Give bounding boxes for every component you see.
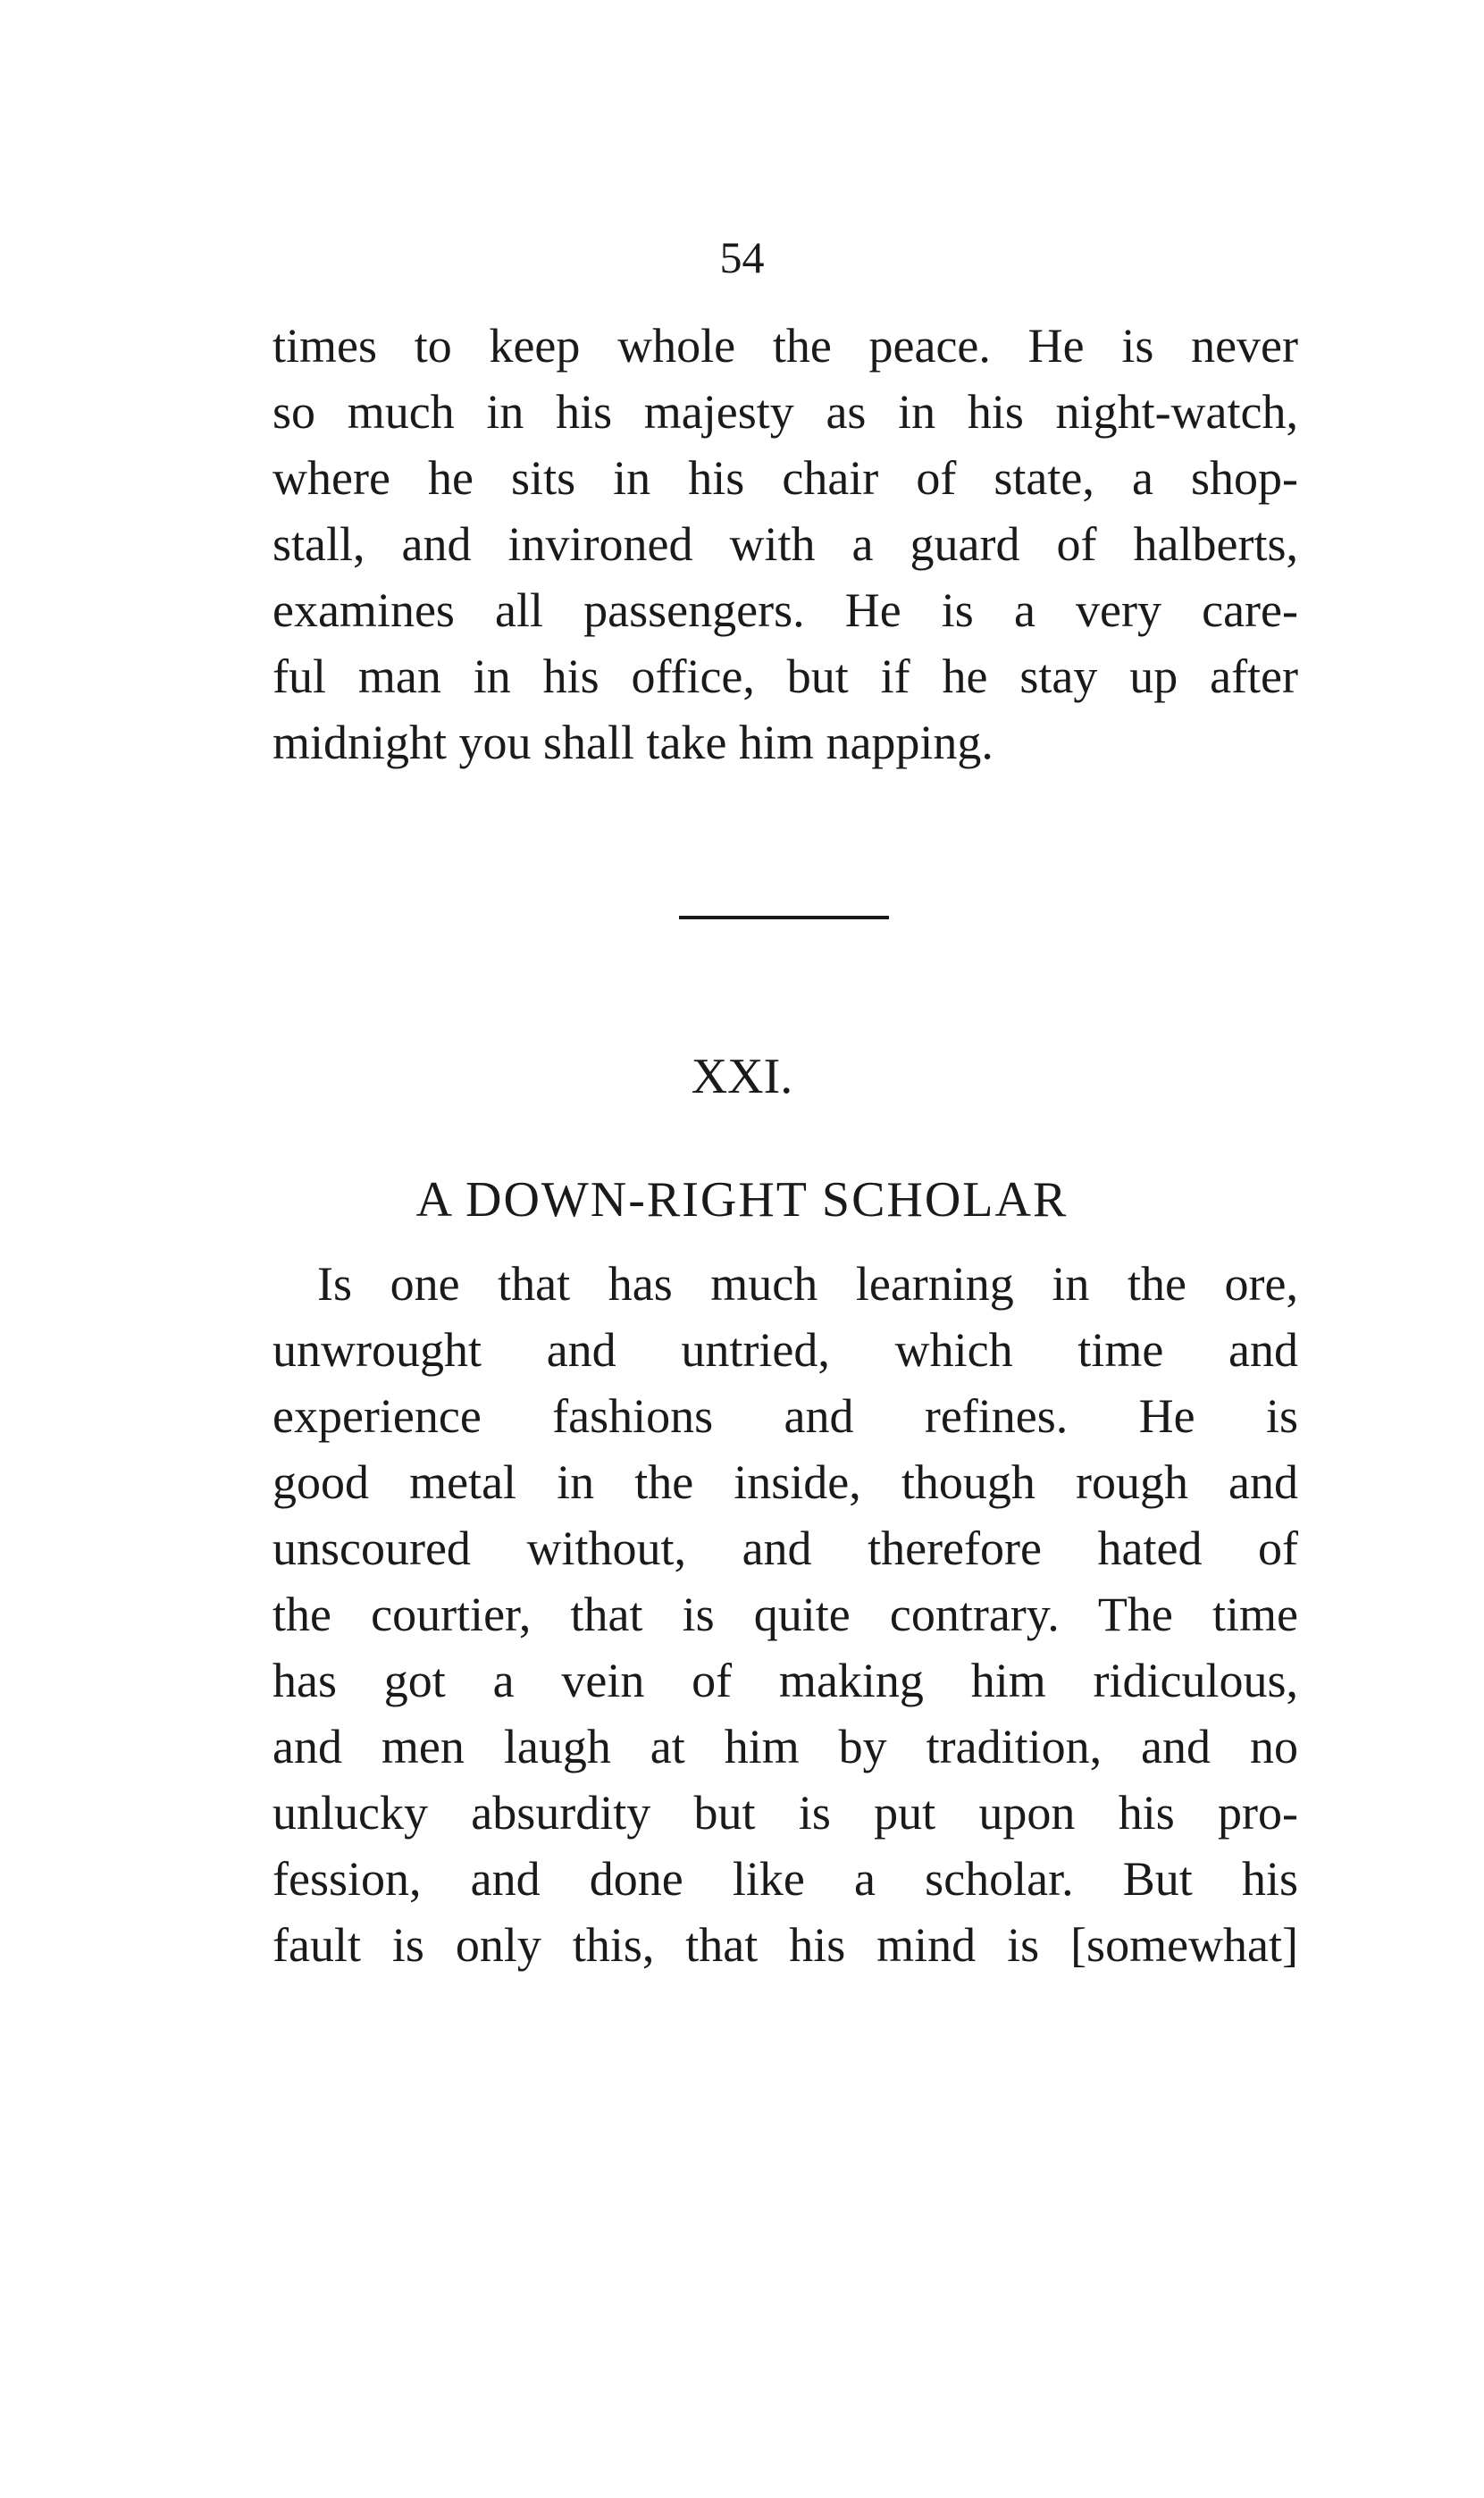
text-line: experience fashions and refines. He is [272, 1389, 1298, 1443]
text-line: unwrought and untried, which time and [272, 1323, 1298, 1377]
section-divider [679, 916, 889, 919]
section-title: A DOWN-RIGHT SCHOLAR [415, 1172, 1069, 1228]
text-line: unlucky absurdity but is put upon his pro- [272, 1786, 1298, 1840]
text-line: times to keep whole the peace. He is never [272, 319, 1298, 373]
text-line: ful man in his office, but if he stay up after [272, 650, 1298, 703]
text-line: where he sits in his chair of state, a shop- [272, 451, 1298, 505]
page-number: 54 [719, 232, 765, 282]
lower-paragraph [272, 1251, 1298, 1978]
text-line: examines all passengers. He is a very care- [272, 583, 1298, 637]
text-line: midnight you shall take him napping. [272, 716, 994, 769]
text-line: the courtier, that is quite contrary. The time [272, 1588, 1298, 1641]
text-line: fault is only this, that his mind is [somewhat] [272, 1918, 1298, 1972]
section-number: XXI. [691, 1049, 793, 1104]
text-line: good metal in the inside, though rough and [272, 1455, 1298, 1509]
text-line: Is one that has much learning in the ore, [317, 1257, 1298, 1311]
text-line: so much in his majesty as in his night-watch, [272, 385, 1298, 439]
text-line: and men laugh at him by tradition, and no [272, 1720, 1298, 1773]
text-line: unscoured without, and therefore hated of [272, 1521, 1298, 1575]
text-line: fession, and done like a scholar. But his [272, 1852, 1298, 1906]
text-line: has got a vein of making him ridiculous, [272, 1654, 1298, 1707]
upper-paragraph [272, 313, 1298, 775]
text-line: stall, and invironed with a guard of halberts, [272, 517, 1298, 571]
